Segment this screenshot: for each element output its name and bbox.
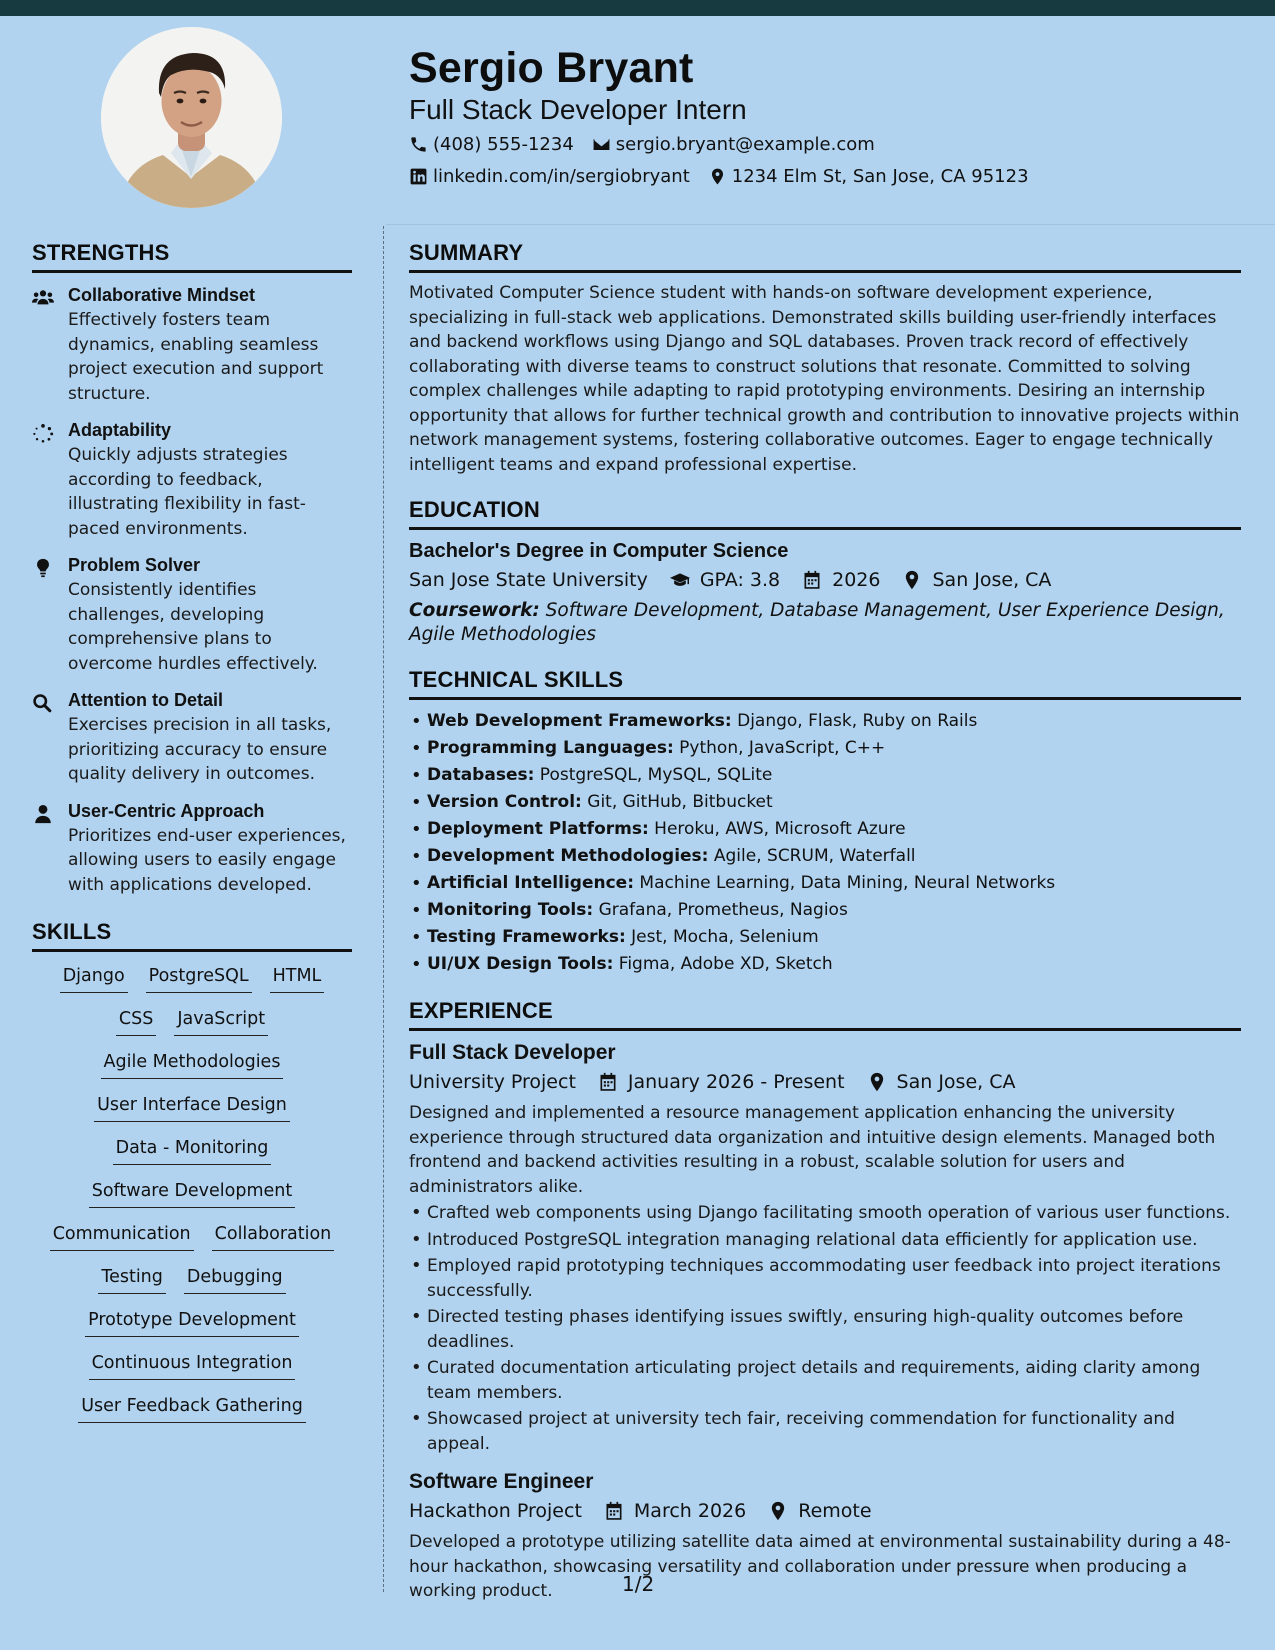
- strength-title: Adaptability: [68, 420, 172, 440]
- graduation-cap-icon: [670, 570, 690, 590]
- tech-skill-value: Python, JavaScript, C++: [679, 738, 886, 758]
- list-item: • Introduced PostgreSQL integration managing relational data efficiently for application use.: [409, 1228, 1241, 1253]
- contact-row-2: [409, 166, 1029, 187]
- job-meta: [409, 1071, 1241, 1093]
- technical-skills-heading: TECHNICAL SKILLS: [409, 667, 1241, 700]
- list-item: [409, 951, 1241, 978]
- calendar-icon: [802, 570, 822, 590]
- tech-skill-value: Grafana, Prometheus, Nagios: [598, 900, 848, 920]
- strength-item: [32, 555, 352, 676]
- education-location: San Jose, CA: [932, 569, 1052, 591]
- top-accent-bar: [0, 0, 1275, 16]
- tech-skill-label: Programming Languages:: [427, 738, 674, 758]
- strength-desc: Exercises precision in all tasks, prioritizing accuracy to ensure quality delivery in outcomes.: [68, 715, 332, 784]
- search-icon: [32, 693, 54, 713]
- skills-list: [32, 964, 352, 1423]
- skill-tag: Django: [60, 964, 128, 993]
- phone-text: (408) 555-1234: [433, 134, 574, 155]
- job-location: San Jose, CA: [896, 1071, 1016, 1093]
- tech-skill-value: PostgreSQL, MySQL, SQLite: [539, 765, 773, 785]
- list-item: [409, 870, 1241, 897]
- contact-linkedin[interactable]: [409, 166, 690, 187]
- tech-skill-label: Monitoring Tools:: [427, 900, 594, 920]
- user-icon: [32, 804, 54, 824]
- graduation-year: 2026: [832, 569, 881, 591]
- job-description: Developed a prototype utilizing satellite data aimed at environmental sustainability during a 48-hour hackathon, showcasing versatility and collaboration under pressure when producing a working product.: [409, 1532, 1231, 1601]
- list-item: [409, 789, 1241, 816]
- tech-skill-value: Heroku, AWS, Microsoft Azure: [654, 819, 906, 839]
- job-dates: January 2026 - Present: [627, 1071, 845, 1093]
- left-column: [32, 240, 352, 1423]
- contact-email[interactable]: [592, 134, 875, 155]
- linkedin-text: linkedin.com/in/sergiobryant: [433, 166, 690, 187]
- skill-tag: Agile Methodologies: [101, 1050, 284, 1079]
- strength-item: [32, 690, 352, 787]
- lightbulb-icon: [32, 558, 54, 578]
- tech-skill-label: Artificial Intelligence:: [427, 873, 634, 893]
- strength-title: Attention to Detail: [68, 690, 223, 710]
- strengths-heading: STRENGTHS: [32, 240, 352, 273]
- experience-heading: EXPERIENCE: [409, 998, 1241, 1031]
- tech-skill-label: Version Control:: [427, 792, 582, 812]
- map-pin-icon: [867, 1072, 887, 1092]
- skill-tag: User Interface Design: [94, 1093, 290, 1122]
- spinner-icon: [32, 423, 54, 443]
- school-name: San Jose State University: [409, 569, 648, 591]
- skill-tag: Continuous Integration: [89, 1351, 296, 1380]
- page-number: 1/2: [622, 1572, 655, 1596]
- column-divider: [383, 226, 384, 1592]
- list-item: [409, 708, 1241, 735]
- calendar-icon: [598, 1072, 618, 1092]
- education-meta: [409, 569, 1241, 591]
- job-org: Hackathon Project: [409, 1500, 582, 1522]
- job-description: Designed and implemented a resource management application enhancing the university experience through structured data organization and intuitive design elements. Managed both frontend and backend activities resulting in a robust, scalable solution for users and administrators alike.: [409, 1103, 1216, 1197]
- coursework-text: Software Development, Database Management, User Experience Design, Agile Methodologies: [409, 600, 1225, 645]
- tech-skill-label: Deployment Platforms:: [427, 819, 649, 839]
- candidate-name: Sergio Bryant: [409, 44, 694, 92]
- list-item: • Curated documentation articulating project details and requirements, aiding clarity among team members.: [409, 1356, 1241, 1405]
- tech-skill-value: Git, GitHub, Bitbucket: [587, 792, 773, 812]
- job-title: Full Stack Developer: [409, 1041, 616, 1064]
- tech-skill-label: Development Methodologies:: [427, 846, 709, 866]
- skill-tag: Testing: [98, 1265, 166, 1294]
- list-item: [409, 843, 1241, 870]
- skill-tag: Communication: [50, 1222, 194, 1251]
- list-item: [409, 816, 1241, 843]
- contact-phone[interactable]: [409, 134, 574, 155]
- tech-skill-label: Web Development Frameworks:: [427, 711, 732, 731]
- map-pin-icon: [768, 1501, 788, 1521]
- job-bullets: [409, 1201, 1241, 1456]
- phone-icon: [409, 135, 428, 154]
- strength-desc: Prioritizes end-user experiences, allowing users to easily engage with applications developed.: [68, 825, 346, 895]
- tech-skill-value: Agile, SCRUM, Waterfall: [713, 846, 916, 866]
- strength-desc: Effectively fosters team dynamics, enabling seamless project execution and support structure.: [68, 310, 324, 404]
- list-item: • Employed rapid prototyping techniques accommodating user feedback into project iterations successfully.: [409, 1254, 1241, 1303]
- email-text: sergio.bryant@example.com: [615, 134, 875, 155]
- list-item: • Directed testing phases identifying issues swiftly, ensuring high-quality outcomes before deadlines.: [409, 1305, 1241, 1354]
- address-text: 1234 Elm St, San Jose, CA 95123: [731, 166, 1029, 187]
- technical-skills-list: [409, 708, 1241, 978]
- tech-skill-value: Jest, Mocha, Selenium: [631, 927, 819, 947]
- envelope-icon: [592, 135, 611, 154]
- strength-item: [32, 801, 352, 898]
- job-location: Remote: [798, 1500, 872, 1522]
- users-icon: [32, 288, 54, 308]
- degree-title: Bachelor's Degree in Computer Science: [409, 540, 789, 562]
- list-item: [409, 924, 1241, 951]
- map-pin-icon: [708, 167, 727, 186]
- job-meta: [409, 1500, 1241, 1522]
- avatar-illustration: [101, 27, 282, 208]
- coursework-label: Coursework:: [409, 600, 540, 621]
- strength-title: Problem Solver: [68, 555, 201, 575]
- coursework: [409, 599, 1241, 647]
- job-title: Software Engineer: [409, 1470, 594, 1493]
- summary-text: Motivated Computer Science student with hands-on software development experience, specializing in full-stack web applications. Demonstrated skills building user-friendly interfaces and backend workflows using Django and SQL databases. Proven track record of effectively collaborating with diverse teams to construct solutions that resonate. Committed to solving complex challenges while adapting to rapid prototyping environments. Desiring an internship opportunity that allows for further technical growth and contribution to innovative projects within network management systems, fostering collaborative outcomes. Eager to engage technically intelligent teams and expand professional expertise.: [409, 283, 1240, 475]
- skill-tag: Debugging: [184, 1265, 286, 1294]
- summary-heading: SUMMARY: [409, 240, 1241, 273]
- list-item: [409, 897, 1241, 924]
- skill-tag: CSS: [116, 1007, 156, 1036]
- candidate-headline: Full Stack Developer Intern: [409, 94, 747, 125]
- tech-skill-label: UI/UX Design Tools:: [427, 954, 614, 974]
- skill-tag: JavaScript: [174, 1007, 268, 1036]
- contact-row-1: [409, 134, 875, 155]
- right-column: [409, 240, 1241, 1606]
- tech-skill-value: Machine Learning, Data Mining, Neural Networks: [639, 873, 1056, 893]
- profile-photo: [101, 27, 282, 208]
- contact-address: [708, 166, 1029, 187]
- skill-tag: PostgreSQL: [146, 964, 252, 993]
- skill-tag: Prototype Development: [85, 1308, 299, 1337]
- header-divider: [386, 224, 1275, 225]
- job-entry: [409, 1470, 1241, 1604]
- job-org: University Project: [409, 1071, 576, 1093]
- strength-title: Collaborative Mindset: [68, 285, 256, 305]
- list-item: • Showcased project at university tech fair, receiving commendation for functionality and appeal.: [409, 1407, 1241, 1456]
- linkedin-icon: [409, 167, 428, 186]
- skill-tag: HTML: [270, 964, 325, 993]
- skill-tag: Data - Monitoring: [113, 1136, 272, 1165]
- strength-item: [32, 420, 352, 541]
- strength-title: User-Centric Approach: [68, 800, 265, 821]
- skill-tag: Software Development: [89, 1179, 296, 1208]
- skill-tag: User Feedback Gathering: [78, 1394, 306, 1423]
- list-item: [409, 762, 1241, 789]
- gpa-value: GPA: 3.8: [699, 569, 781, 591]
- tech-skill-label: Databases:: [427, 765, 535, 785]
- skills-heading: SKILLS: [32, 919, 352, 952]
- map-pin-icon: [902, 570, 922, 590]
- tech-skill-label: Testing Frameworks:: [427, 927, 626, 947]
- list-item: [409, 735, 1241, 762]
- strength-desc: Quickly adjusts strategies according to feedback, illustrating flexibility in fast-paced environments.: [68, 445, 306, 539]
- calendar-icon: [604, 1501, 624, 1521]
- job-dates: March 2026: [633, 1500, 747, 1522]
- tech-skill-value: Django, Flask, Ruby on Rails: [737, 711, 978, 731]
- strength-desc: Consistently identifies challenges, developing comprehensive plans to overcome hurdles effectively.: [68, 580, 318, 674]
- tech-skill-value: Figma, Adobe XD, Sketch: [618, 954, 833, 974]
- skill-tag: Collaboration: [212, 1222, 335, 1251]
- education-heading: EDUCATION: [409, 497, 1241, 530]
- job-entry: [409, 1041, 1241, 1456]
- strength-item: [32, 285, 352, 406]
- list-item: • Crafted web components using Django facilitating smooth operation of various user functions.: [409, 1201, 1241, 1226]
